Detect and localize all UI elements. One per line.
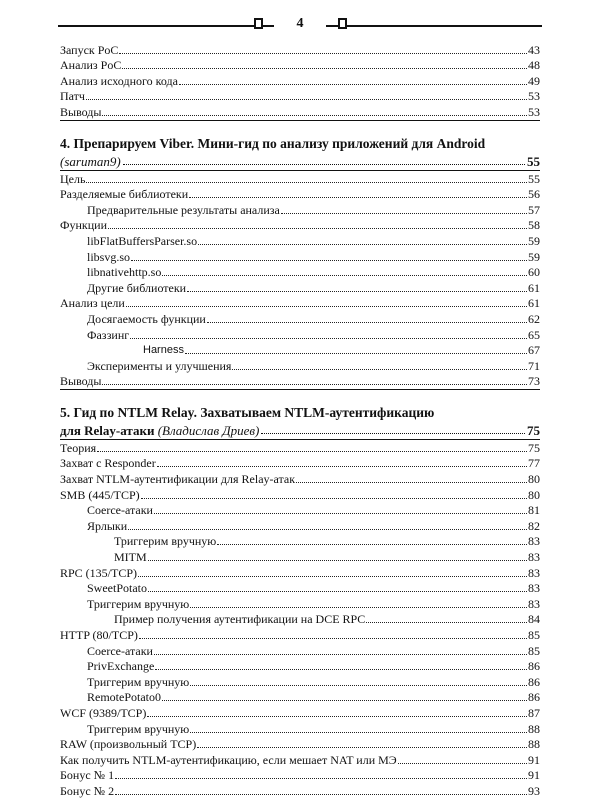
toc-entry-page: 86 <box>528 690 540 705</box>
toc-entry[interactable] <box>60 218 540 234</box>
toc-entry[interactable] <box>60 690 540 706</box>
toc-entry-page: 60 <box>528 265 540 280</box>
header-ornament-left-icon <box>254 18 263 29</box>
toc-entry-title: Цель <box>60 171 86 186</box>
toc-entry[interactable] <box>60 705 540 721</box>
dot-leader <box>119 52 527 54</box>
dot-leader <box>123 163 525 165</box>
toc-entry-page: 77 <box>528 456 540 471</box>
dot-leader <box>102 383 527 385</box>
toc-entry-title: Предварительные результаты анализа <box>87 202 280 217</box>
dot-leader <box>108 227 527 229</box>
toc-entry[interactable] <box>60 311 540 327</box>
dot-leader <box>207 321 527 323</box>
dot-leader <box>190 606 527 608</box>
toc-entry-page: 67 <box>528 343 540 358</box>
toc-entry[interactable] <box>60 456 540 472</box>
toc-entry-page: 83 <box>528 534 540 549</box>
toc-entry-page: 59 <box>528 233 540 248</box>
toc-entry-page: 86 <box>528 659 540 674</box>
toc-entry-title: Захват с Responder <box>60 456 156 471</box>
toc-entry[interactable] <box>60 343 540 359</box>
toc-entry[interactable] <box>60 549 540 565</box>
toc-entry[interactable] <box>60 721 540 737</box>
toc-entry[interactable] <box>60 296 540 312</box>
toc-entry-page: 82 <box>528 518 540 533</box>
toc-entry-page: 88 <box>528 737 540 752</box>
toc-entry[interactable] <box>60 565 540 581</box>
toc-entry-title: Coerce-атаки <box>87 503 153 518</box>
dot-leader <box>398 762 527 764</box>
dot-leader <box>296 481 527 483</box>
dot-leader <box>115 777 527 779</box>
chapter-5-heading-cont: для Relay-атаки <box>60 423 155 439</box>
dot-leader <box>128 528 527 530</box>
toc-entry-page: 84 <box>528 612 540 627</box>
toc-entry-title: HTTP (80/TCP) <box>60 628 138 642</box>
toc-entry-title: libFlatBuffersParser.so <box>87 233 198 248</box>
dot-leader <box>147 715 527 717</box>
toc-entry-title: RPC (135/TCP) <box>60 565 138 580</box>
toc-entry-page: 85 <box>528 643 540 658</box>
toc-entry-page: 83 <box>528 565 540 580</box>
toc-entry-page: 75 <box>528 440 540 455</box>
toc-entry[interactable] <box>60 233 540 249</box>
chapter-5-page: 75 <box>527 423 540 439</box>
toc-entry[interactable] <box>60 612 540 628</box>
toc-entry-title: Harness <box>143 344 184 357</box>
toc-entry-title: Функции <box>60 218 107 233</box>
dot-leader <box>86 98 527 100</box>
dot-leader <box>179 83 527 85</box>
toc-entry-title: Выводы <box>60 374 102 389</box>
dot-leader <box>155 668 527 670</box>
toc-entry-title: Как получить NTLM-аутентификацию, если мешает NAT или МЭ <box>60 752 397 767</box>
dot-leader <box>138 575 527 577</box>
toc-entry[interactable] <box>60 202 540 218</box>
toc-entry[interactable] <box>60 596 540 612</box>
toc-entry-page: 49 <box>528 73 540 88</box>
chapter-4-author: (saruman9) <box>60 153 121 169</box>
toc-entry[interactable] <box>60 280 540 296</box>
toc-entry-title: PrivExchange <box>87 659 155 674</box>
section-gap <box>60 390 540 404</box>
toc-entry-title: Триггерим вручную <box>87 674 190 689</box>
toc-entry-page: 62 <box>528 311 540 326</box>
toc-entry[interactable] <box>60 327 540 343</box>
toc-entry[interactable] <box>60 58 540 74</box>
dot-leader <box>197 746 527 748</box>
chapter-4-heading[interactable]: 4. Препарируем Viber. Мини-гид по анализу приложений для Android <box>60 135 486 151</box>
toc-entry[interactable] <box>60 374 540 391</box>
toc-entry-title: Теория <box>60 440 97 455</box>
chapter-5-heading[interactable]: 5. Гид по NTLM Relay. Захватываем NTLM-аутентификацию <box>60 405 435 421</box>
dot-leader <box>281 212 527 214</box>
toc-entry-title: Фаззинг <box>87 327 130 342</box>
toc-entry-title: Другие библиотеки <box>87 280 187 295</box>
toc-entry[interactable] <box>60 471 540 487</box>
toc-entry-title: Бонус № 2 <box>60 783 115 798</box>
dot-leader <box>86 181 527 183</box>
dot-leader <box>130 337 527 339</box>
toc-entry-page: 61 <box>528 280 540 295</box>
toc-entry[interactable] <box>60 783 540 799</box>
dot-leader <box>157 465 527 467</box>
toc-entry[interactable] <box>60 249 540 265</box>
toc-entry-page: 53 <box>528 89 540 104</box>
toc-entry-title: Триггерим вручную <box>114 534 217 549</box>
toc-entry-title: RemotePotato0 <box>87 690 161 705</box>
toc-entry-page: 81 <box>528 503 540 518</box>
toc-entry-title: libnativehttp.so <box>87 265 162 280</box>
toc-entry-page: 58 <box>528 218 540 233</box>
header-ornament-right-icon <box>338 18 347 29</box>
toc-entry[interactable] <box>60 518 540 534</box>
toc-entry-title: Досягаемость функции <box>87 311 206 326</box>
toc-entry[interactable] <box>60 768 540 784</box>
toc-entry[interactable] <box>60 534 540 550</box>
toc-entry-page: 93 <box>528 783 540 798</box>
dot-leader <box>97 450 527 452</box>
toc-entry-title: Эксперименты и улучшения <box>87 358 232 373</box>
toc-entry-page: 80 <box>528 487 540 502</box>
toc-entry-title: RAW (произвольный TCP) <box>60 737 197 752</box>
dot-leader <box>148 590 527 592</box>
toc-entry-title: Патч <box>60 89 85 104</box>
toc-entry-page: 53 <box>528 104 540 119</box>
toc-entry-title: Coerce-атаки <box>87 643 153 658</box>
dot-leader <box>190 731 527 733</box>
toc-entry-page: 86 <box>528 674 540 689</box>
toc-entry-page: 57 <box>528 202 540 217</box>
toc-entry[interactable] <box>60 265 540 281</box>
dot-leader <box>131 259 527 261</box>
toc-entry[interactable] <box>60 187 540 203</box>
toc-entry-title: Анализ цели <box>60 296 125 311</box>
dot-leader <box>148 559 527 561</box>
dot-leader <box>162 699 527 701</box>
chapter-5-heading-line[interactable] <box>60 421 540 440</box>
toc-entry[interactable] <box>60 358 540 374</box>
toc-entry-title: Ярлыки <box>87 518 128 533</box>
toc-entry[interactable] <box>60 674 540 690</box>
dot-leader <box>190 684 527 686</box>
dot-leader <box>139 637 527 639</box>
toc-entry-page: 48 <box>528 58 540 73</box>
chapter-5-author: (Владислав Дриев) <box>157 423 260 439</box>
dot-leader <box>198 243 527 245</box>
dot-leader <box>187 290 527 292</box>
toc-entry-page: 43 <box>528 42 540 57</box>
toc-entry-page: 85 <box>528 628 540 642</box>
dot-leader <box>162 274 527 276</box>
dot-leader <box>115 793 527 795</box>
toc-entry[interactable] <box>60 627 540 643</box>
dot-leader <box>232 368 527 370</box>
chapter-4-page: 55 <box>527 153 540 169</box>
toc-entry-page: 83 <box>528 550 540 565</box>
toc-entry-page: 73 <box>528 374 540 389</box>
toc-entry-title: libsvg.so <box>87 249 131 264</box>
toc-entry-title: Триггерим вручную <box>87 596 190 611</box>
toc-entry-title: Захват NTLM-аутентификации для Relay-атак <box>60 472 296 487</box>
dot-leader <box>102 114 527 116</box>
toc-entry[interactable] <box>60 440 540 456</box>
page-header <box>58 14 542 34</box>
dot-leader <box>154 653 527 655</box>
toc-entry[interactable] <box>60 73 540 89</box>
page-number: 4 <box>274 14 326 34</box>
toc-entry-page: 55 <box>528 171 540 186</box>
dot-leader <box>126 305 527 307</box>
toc-entry-page: 88 <box>528 721 540 736</box>
toc-entry-title: Пример получения аутентификации на DCE RPC <box>114 612 366 627</box>
toc-entry-page: 65 <box>528 327 540 342</box>
toc-entry-title: Разделяемые библиотеки <box>60 187 189 202</box>
toc-entry[interactable] <box>60 503 540 519</box>
toc-entry[interactable] <box>60 171 540 187</box>
toc-entry-title: WCF (9389/TCP) <box>60 705 147 720</box>
dot-leader <box>189 196 527 198</box>
toc-entry-title: SweetPotato <box>87 581 147 596</box>
toc-entry-page: 59 <box>528 249 540 264</box>
toc-entry[interactable] <box>60 581 540 597</box>
toc-entry-title: Запуск PoC <box>60 42 119 57</box>
dot-leader <box>366 621 527 623</box>
dot-leader <box>122 67 527 69</box>
toc-entry-title: Бонус № 1 <box>60 768 115 783</box>
dot-leader <box>261 432 525 434</box>
toc-entry-page: 91 <box>528 768 540 783</box>
toc-entry[interactable] <box>60 487 540 503</box>
toc-entry-title: Выводы <box>60 104 102 119</box>
toc-entry[interactable] <box>60 42 540 58</box>
toc-entry-page: 83 <box>528 581 540 596</box>
toc-entry[interactable] <box>60 752 540 768</box>
table-of-contents <box>60 42 540 799</box>
toc-entry[interactable] <box>60 643 540 659</box>
dot-leader <box>154 512 527 514</box>
toc-entry-title: MITM <box>114 550 147 565</box>
toc-entry[interactable] <box>60 89 540 105</box>
toc-entry[interactable] <box>60 659 540 675</box>
toc-entry-page: 83 <box>528 596 540 611</box>
dot-leader <box>217 543 527 545</box>
toc-entry-title: SMB (445/TCP) <box>60 487 140 502</box>
toc-entry-page: 87 <box>528 705 540 720</box>
dot-leader <box>141 497 527 499</box>
toc-entry-page: 61 <box>528 296 540 311</box>
toc-entry-title: Триггерим вручную <box>87 721 190 736</box>
toc-entry-title: Анализ исходного кода <box>60 73 178 88</box>
chapter-4-heading-line[interactable] <box>60 152 540 171</box>
section-gap <box>60 121 540 135</box>
toc-entry-page: 91 <box>528 752 540 767</box>
toc-entry-page: 71 <box>528 358 540 373</box>
toc-entry-title: Анализ PoC <box>60 58 122 73</box>
toc-entry-page: 56 <box>528 187 540 202</box>
toc-entry-page: 80 <box>528 472 540 487</box>
dot-leader <box>185 352 527 354</box>
toc-entry[interactable] <box>60 104 540 121</box>
